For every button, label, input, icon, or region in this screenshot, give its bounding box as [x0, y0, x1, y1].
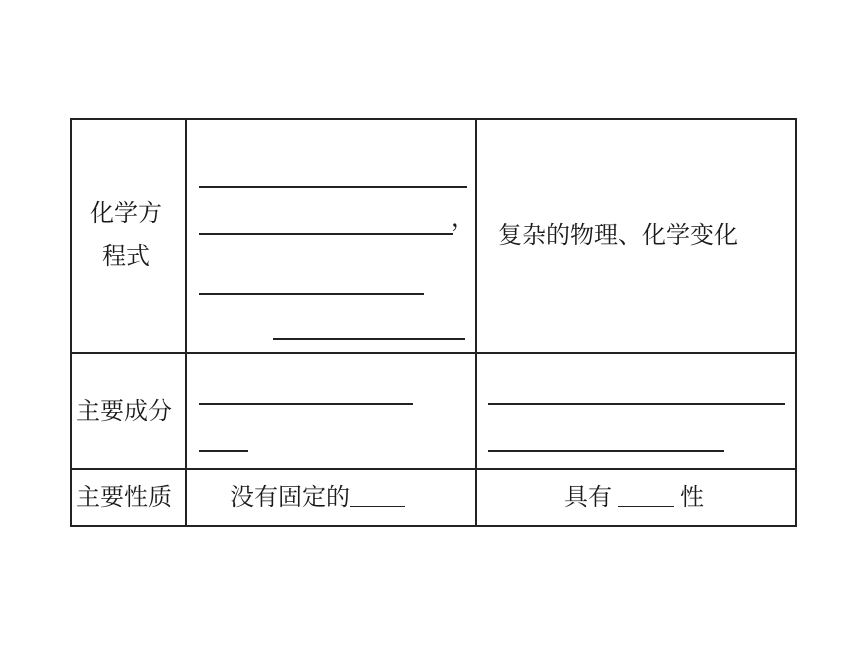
- column-divider-1: [185, 118, 187, 527]
- row3-label: 主要性质: [76, 483, 172, 511]
- answer-blank[interactable]: [199, 233, 453, 235]
- row3-col2: [230, 480, 405, 514]
- row3-col3: [564, 480, 704, 514]
- row1-label-line1: 化学方: [90, 199, 162, 227]
- row3-col3-suffix: 性: [680, 483, 704, 511]
- comma: ，: [451, 204, 475, 232]
- answer-blank[interactable]: [488, 450, 724, 452]
- row-divider-1: [70, 352, 797, 354]
- column-divider-2: [475, 118, 477, 527]
- row1-label-line2: 程式: [102, 242, 150, 270]
- table-border-bottom: [70, 525, 797, 527]
- answer-blank[interactable]: [273, 338, 465, 340]
- answer-blank[interactable]: [350, 506, 405, 508]
- table-border-top: [70, 118, 797, 120]
- table-border-right: [795, 118, 797, 527]
- properties-table: [70, 118, 797, 527]
- row-divider-2: [70, 468, 797, 470]
- answer-blank[interactable]: [488, 403, 785, 405]
- answer-blank[interactable]: [199, 450, 248, 452]
- answer-blank[interactable]: [618, 506, 674, 508]
- row2-label: 主要成分: [76, 397, 172, 425]
- row1-col3-text: 复杂的物理、化学变化: [498, 221, 738, 249]
- answer-blank[interactable]: [199, 186, 467, 188]
- answer-blank[interactable]: [199, 403, 413, 405]
- row3-col3-prefix: 具有: [564, 483, 612, 511]
- row3-col2-text: 没有固定的: [230, 483, 350, 511]
- table-border-left: [70, 118, 72, 527]
- answer-blank[interactable]: [199, 293, 424, 295]
